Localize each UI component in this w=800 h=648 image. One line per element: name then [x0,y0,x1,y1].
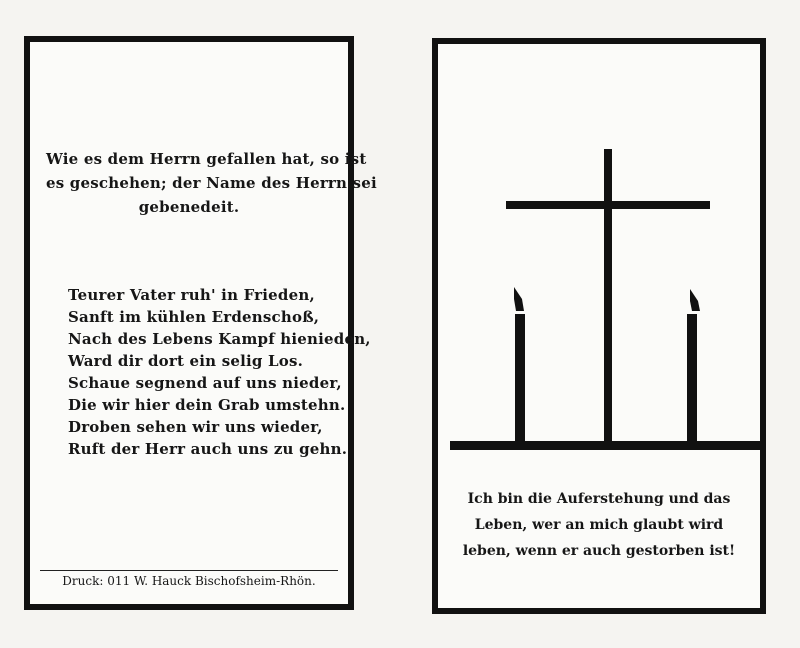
poem-line: Ward dir dort ein selig Los. [68,352,304,370]
cross-candles-illustration [444,139,766,459]
right-card [432,38,766,614]
poem-line: Nach des Lebens Kampf hienieden, [68,330,371,348]
printer-divider [40,570,338,571]
poem-line: Sanft im kühlen Erdenschoß, [68,308,320,326]
left-candle-icon [513,287,525,442]
cross-horizontal-beam [506,201,710,209]
resurrection-verse [438,486,760,564]
verse-line: Ich bin die Auferstehung und das [467,491,731,507]
scripture-line: Wie es dem Herrn gefallen hat, so ist [46,150,367,168]
memorial-poem [68,284,371,460]
scripture-line: es geschehen; der Name des Herrn sei [46,174,377,192]
poem-line: Ruft der Herr auch uns zu gehn. [68,440,348,458]
verse-line: leben, wenn er auch gestorben ist! [462,543,736,559]
cross-vertical-beam [604,149,612,441]
scripture-line: gebenedeit. [138,198,240,216]
poem-line: Teurer Vater ruh' in Frieden, [68,286,315,304]
poem-line: Schaue segnend auf uns nieder, [68,374,342,392]
left-card [24,36,377,610]
verse-line: Leben, wer an mich glaubt wird [474,517,724,533]
printer-imprint: Druck: 011 W. Hauck Bischofsheim-Rhön. [62,574,316,588]
right-candle-icon [687,289,700,442]
poem-line: Die wir hier dein Grab umstehn. [68,396,346,414]
ground-bar [450,441,760,450]
scripture-quote [30,147,377,219]
poem-line: Droben sehen wir uns wieder, [68,418,323,436]
